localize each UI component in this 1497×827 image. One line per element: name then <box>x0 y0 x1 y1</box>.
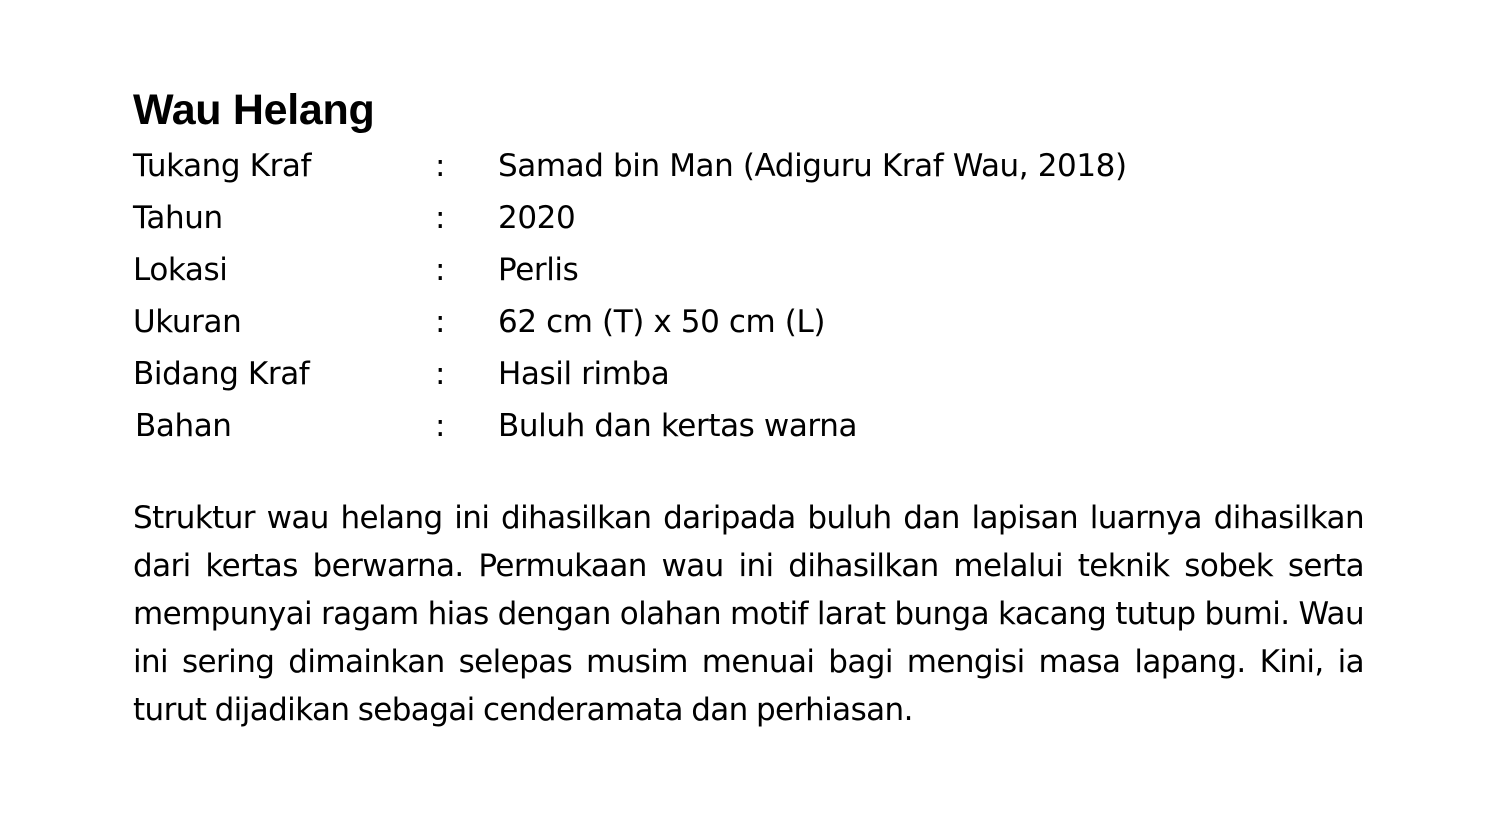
detail-separator: : <box>435 252 446 288</box>
detail-label: Tahun <box>133 200 223 236</box>
detail-row-tukang-kraf <box>133 140 1364 192</box>
detail-separator: : <box>435 148 446 184</box>
description-paragraph: Struktur wau helang ini dihasilkan daripada buluh dan lapisan luarnya dihasilkan dari kertas berwarna. Permukaan wau ini dihasilkan melalui teknik sobek serta mempunyai ragam hias dengan olahan motif larat bunga kacang tutup bumi. Wau ini sering dimainkan selepas musim menuai bagi mengisi masa lapang. Kini, ia turut dijadikan sebagai cenderamata dan perhiasan. <box>133 500 1364 728</box>
detail-row-bahan <box>133 400 1364 452</box>
detail-value: Buluh dan kertas warna <box>498 408 858 444</box>
detail-label: Ukuran <box>133 304 242 340</box>
details-list <box>133 140 1364 452</box>
detail-value: 62 cm (T) x 50 cm (L) <box>498 304 826 340</box>
detail-value: Hasil rimba <box>498 356 670 392</box>
detail-label: Lokasi <box>133 252 228 288</box>
detail-label: Bahan <box>135 408 232 444</box>
detail-label: Bidang Kraf <box>133 356 310 392</box>
document-page <box>133 84 1364 765</box>
detail-value: 2020 <box>498 200 576 236</box>
detail-separator: : <box>435 200 446 236</box>
detail-value: Perlis <box>498 252 579 288</box>
detail-row-ukuran <box>133 296 1364 348</box>
detail-separator: : <box>435 408 446 444</box>
detail-separator: : <box>435 356 446 392</box>
detail-row-bidang-kraf <box>133 348 1364 400</box>
detail-row-tahun <box>133 192 1364 244</box>
detail-label: Tukang Kraf <box>133 148 312 184</box>
detail-row-lokasi <box>133 244 1364 296</box>
detail-separator: : <box>435 304 446 340</box>
detail-value: Samad bin Man (Adiguru Kraf Wau, 2018) <box>498 148 1127 184</box>
page-title: Wau Helang <box>133 86 375 134</box>
